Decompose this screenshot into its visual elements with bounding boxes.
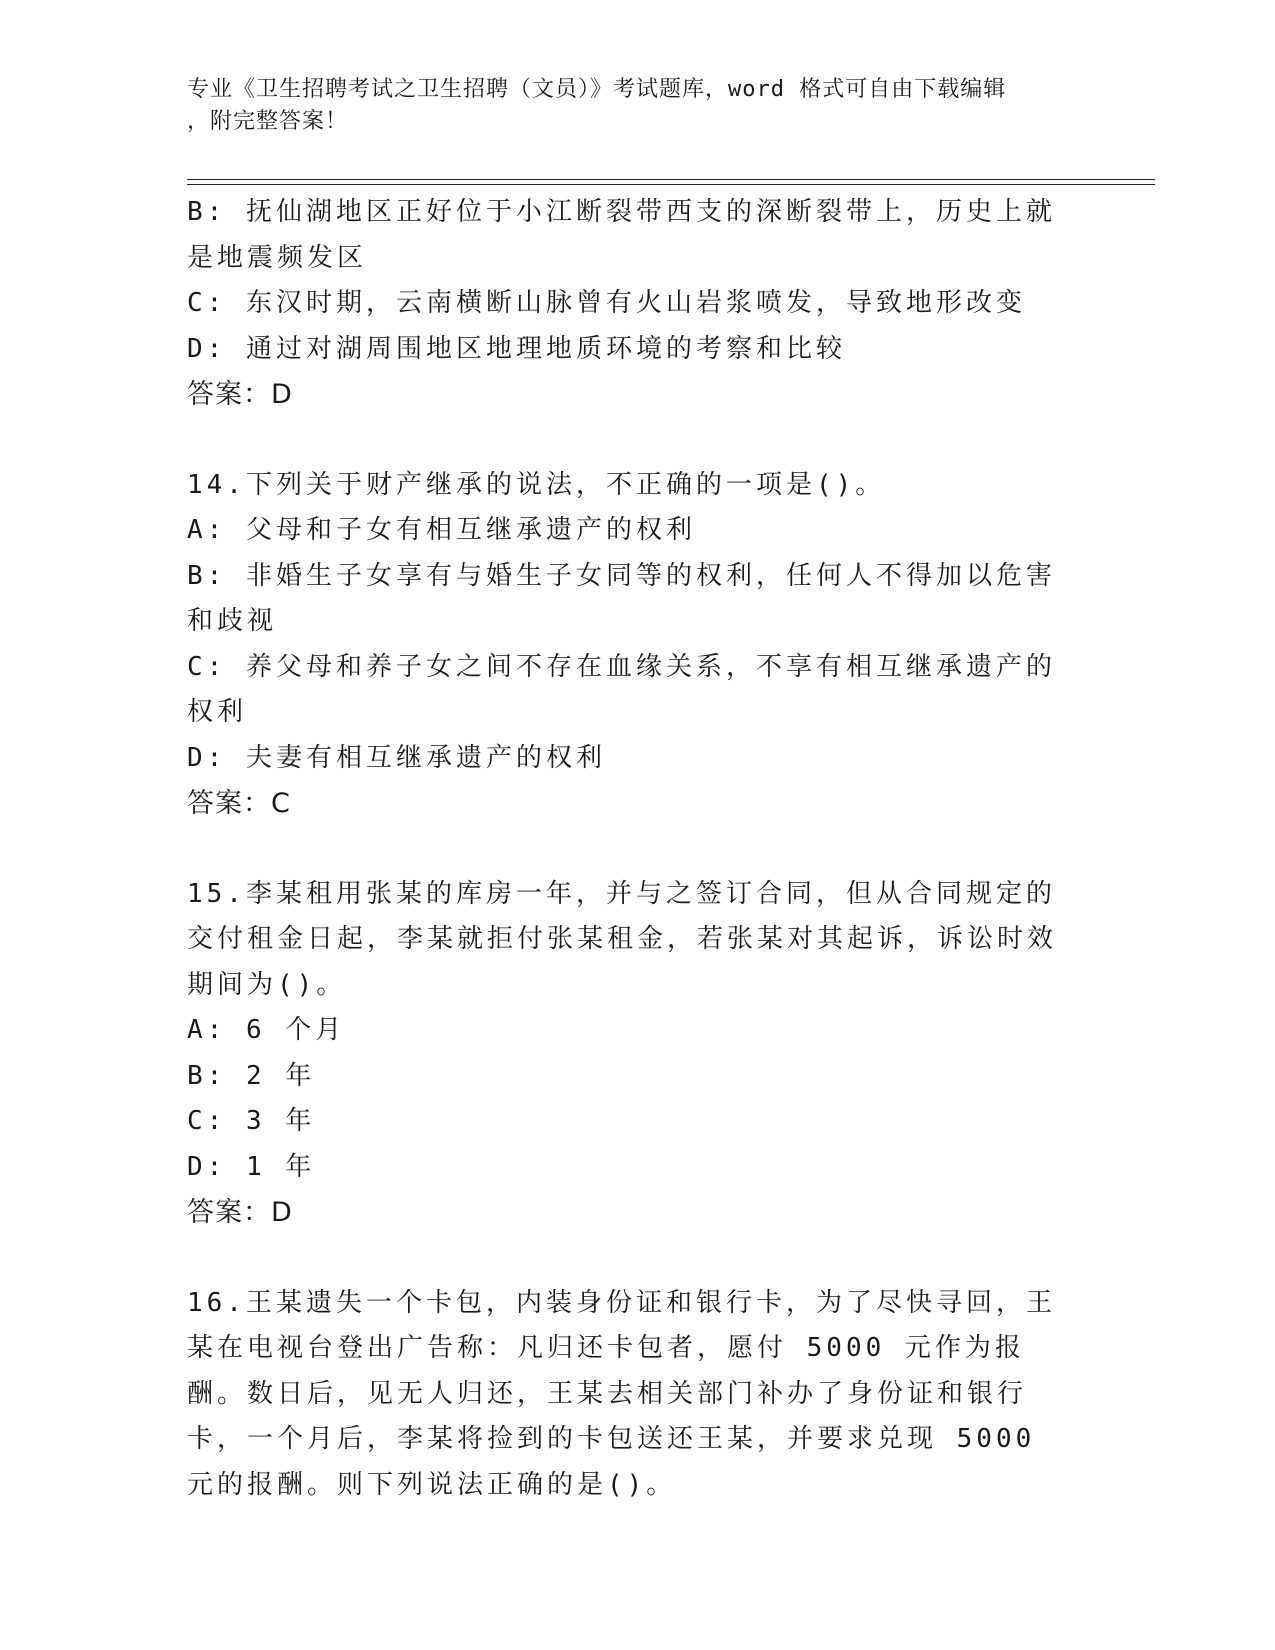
q15-question: 15.李某租用张某的库房一年，并与之签订合同，但从合同规定的交付租金日起，李某就拒付张某租金，若张某对其起诉，诉讼时效期间为()。 [187,878,1058,1000]
question-15 [187,872,1077,1236]
q16-question: 16.王某遗失一个卡包，内装身份证和银行卡，为了尽快寻回，王某在电视台登出广告称：凡归还卡包者，愿付 5000 元作为报酬。数日后，见无人归还，王某去相关部门补办了身份证和银行卡，一个月后，李某将捡到的卡包送还王某，并要求兑现 5000 元的报酬。则下列说法正确的是()。 [187,1287,1056,1500]
q14-question: 14.下列关于财产继承的说法，不正确的一项是()。 [187,469,886,500]
header-divider-bottom [187,184,1155,185]
q13-option-c: C: 东汉时期，云南横断山脉曾有火山岩浆喷发，导致地形改变 [187,288,1026,318]
question-gap [187,827,1077,872]
q15-option-a: A: 6 个月 [187,1015,346,1045]
question-14 [187,463,1077,827]
q13-answer: 答案：D [187,379,293,410]
question-16 [187,1281,1077,1509]
q15-option-c: C: 3 年 [187,1106,316,1136]
q15-answer: 答案：D [187,1197,293,1228]
page-header [187,74,1087,138]
header-line-2: ，附完整答案！ [187,109,349,134]
q13-option-d: D: 通过对湖周围地区地理地质环境的考察和比较 [187,333,846,364]
q15-option-d: D: 1 年 [187,1151,316,1182]
q14-option-b: B: 非婚生子女享有与婚生子女同等的权利，任何人不得加以危害和歧视 [187,560,1056,636]
header-divider-top [187,179,1155,180]
question-gap [187,418,1077,463]
question-13 [187,190,1077,418]
q14-option-c: C: 养父母和养子女之间不存在血缘关系，不享有相互继承遗产的权利 [187,651,1056,727]
q14-option-d: D: 夫妻有相互继承遗产的权利 [187,742,606,773]
q14-option-a: A: 父母和子女有相互继承遗产的权利 [187,515,696,545]
question-content [187,190,1077,1508]
q15-option-b: B: 2 年 [187,1060,316,1091]
q14-answer: 答案：C [187,788,291,819]
header-line-1: 专业《卫生招聘考试之卫生招聘（文员）》考试题库，word 格式可自由下载编辑 [187,77,1007,102]
question-gap [187,1236,1077,1281]
q13-option-b: B: 抚仙湖地区正好位于小江断裂带西支的深断裂带上，历史上就是地震频发区 [187,197,1056,273]
